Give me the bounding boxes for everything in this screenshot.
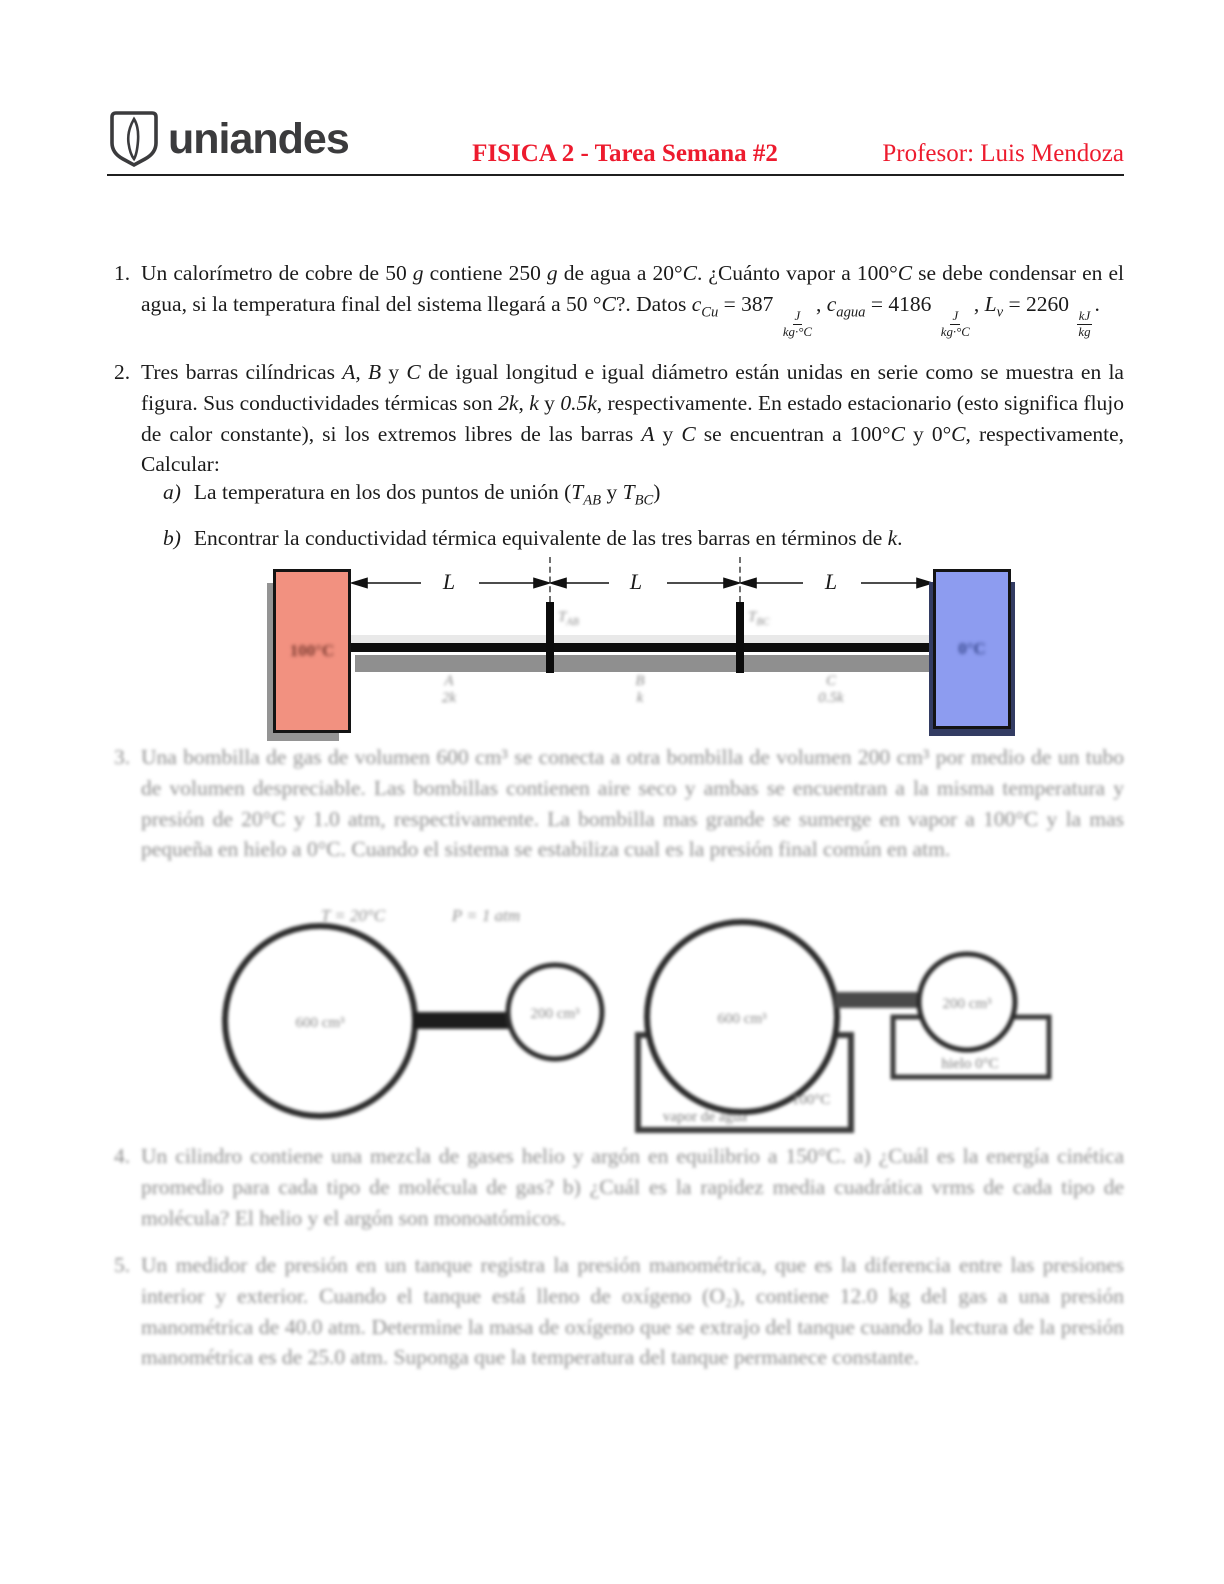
length-label-1: L	[433, 569, 465, 595]
cold-temp-label: 0°C	[958, 639, 986, 658]
length-label-2: L	[620, 569, 652, 595]
uniandes-shield-icon	[106, 110, 162, 168]
problem-2-text: Tres barras cilíndricas A, B y C de igual longitud e igual diámetro están unidas en serie como se muestra en la figura. Sus conductividades térmicas son 2k, k y 0.5k, respectivamente. En estado estacionario (esto significa flujo de calor constante), si los extremos libres de las barras A y C se encuentran a 100°C y 0°C, respectivamente, Calcular:	[141, 360, 1125, 477]
bulbs-figure-drawing	[108, 893, 1124, 1145]
document-title: FISICA 2 - Tarea Semana #2	[472, 140, 778, 167]
item-b-marker: b)	[163, 526, 181, 550]
item-b-text: Encontrar la conductividad térmica equivalente de las tres barras en términos de k.	[193, 526, 903, 550]
large-volume-label-left: 600 cm³	[295, 1015, 345, 1031]
problem-4-text: Un cilindro contiene una mezcla de gases helio y argón en equilibrio a 150°C. a) ¿Cuál es la energía cinética promedio para cada tipo de molécula de gas? b) ¿Cuál es la rapidez media cuadrática vrms de cada tipo de molécula? El helio y el argón son monoatómicos.	[141, 1144, 1124, 1230]
problem-3	[108, 742, 1124, 865]
problem-3-number: 3.	[114, 745, 131, 769]
problem-1-text: Un calorímetro de cobre de 50 g contiene 250 g de agua a 20°C. ¿Cuánto vapor a 100°C se debe condensar en el agua, si la temperatura final del sistema llegará a 50 °C?. Datos $c_{Cu} = 387$ $\frac{J}{kg\cdot^\circ C}$ , $c_{agua} = 4186$ $\frac{J}{kg\cdot^\circ C}$ , $L_v = 2260$ $\frac{kJ}{kg}$ .	[141, 261, 1124, 339]
bar-a-label: A 2k	[441, 673, 457, 706]
problem-1	[108, 258, 1124, 339]
problem-2-item-a	[163, 477, 1093, 516]
uniandes-logo	[106, 110, 349, 168]
problem-2-number: 2.	[114, 360, 131, 384]
problem-5	[108, 1250, 1124, 1373]
item-a-marker: a)	[163, 480, 181, 504]
bulb-temp-label: T = 20°C	[320, 906, 386, 925]
bar-shadow	[355, 655, 949, 672]
logo-wordmark: uniandes	[168, 114, 349, 163]
problem-4-number: 4.	[114, 1144, 131, 1168]
header-rule	[107, 174, 1124, 176]
bar-rod	[351, 643, 933, 652]
cold-reservoir-block	[933, 569, 1011, 729]
small-volume-label-left: 200 cm³	[530, 1006, 580, 1022]
bar-highlight	[351, 635, 945, 643]
item-a-text: La temperatura en los dos puntos de unión ($T_{AB}$ y $T_{BC}$)	[193, 480, 661, 509]
bars-figure	[108, 555, 1124, 751]
junction-label-tab: $T_{AB}$	[558, 609, 579, 628]
problem-2-item-b	[163, 523, 1093, 553]
small-volume-label-right: 200 cm³	[942, 996, 992, 1012]
steam-temp-label: 100°C	[791, 1092, 831, 1108]
hot-reservoir-block	[273, 569, 351, 733]
bar-b-label: B k	[635, 673, 645, 706]
steam-bath-label: vapor de agua	[662, 1109, 748, 1125]
length-label-3: L	[815, 569, 847, 595]
junction-label-tbc: $T_{BC}$	[748, 609, 770, 628]
large-volume-label-right: 600 cm³	[717, 1011, 767, 1027]
bulb-pressure-label: P = 1 atm	[451, 906, 521, 925]
problem-5-number: 5.	[114, 1253, 131, 1277]
professor-name: Profesor: Luis Mendoza	[882, 140, 1124, 167]
ice-bath-label: hielo 0°C	[941, 1056, 999, 1072]
hot-temp-label: 100°C	[289, 641, 335, 660]
problem-4	[108, 1141, 1124, 1233]
problem-1-number: 1.	[114, 261, 131, 285]
junction-tick-1	[546, 602, 554, 673]
tube-left	[413, 1012, 510, 1029]
problem-2	[108, 357, 1124, 480]
bulbs-figure	[108, 893, 1124, 1145]
problem-5-text: Un medidor de presión en un tanque registra la presión manométrica, que es la diferencia entre las presiones interior y exterior. Cuando el tanque está lleno de oxígeno (O₂), contiene 12.0 kg del gas a una presión manométrica de 40.0 atm. Determine la masa de oxígeno que se extrajo del tanque cuando la lectura de la presión manométrica es de 25.0 atm. Suponga que la temperatura del tanque permanece constante.	[141, 1253, 1124, 1370]
bar-c-label: C 0.5k	[818, 673, 844, 706]
problem-3-text: Una bombilla de gas de volumen 600 cm³ se conecta a otra bombilla de volumen 200 cm³ por medio de un tubo de volumen despreciable. Las bombillas contienen aire seco y ambas se encuentran a la misma temperatura y presión de 20°C y 1.0 atm, respectivamente. La bombilla mas grande se sumerge en vapor a 100°C y la mas pequeña en hielo a 0°C. Cuando el sistema se estabiliza cual es la presión final común en atm.	[141, 745, 1124, 862]
junction-tick-2	[736, 602, 744, 673]
tube-right	[835, 992, 921, 1008]
